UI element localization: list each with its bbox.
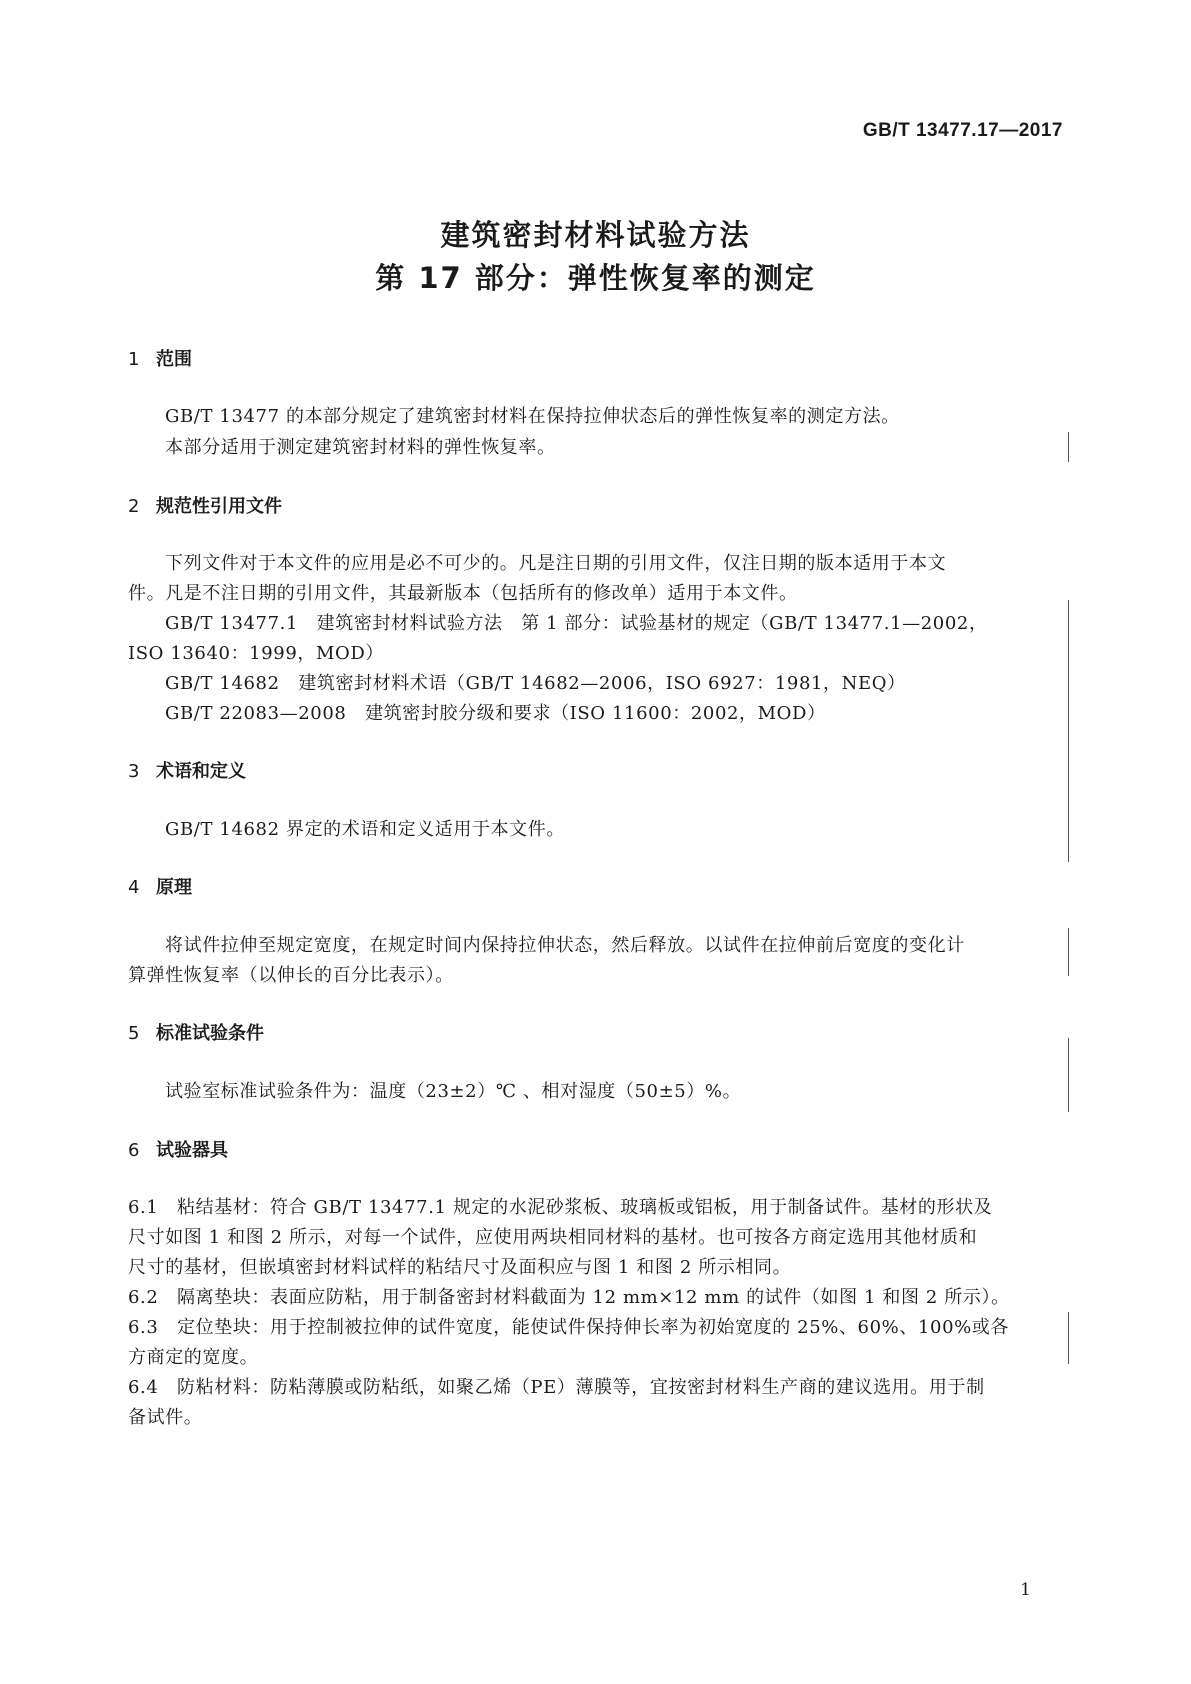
- reference-entry: GB/T 13477.1 建筑密封材料试验方法 第 1 部分：试验基材的规定（GB/T 13477.1—2002，: [165, 613, 988, 634]
- reference-entry: GB/T 22083—2008 建筑密封胶分级和要求（ISO 11600：2002，MOD）: [165, 703, 826, 724]
- section-4-heading: [128, 873, 192, 899]
- section-title: 术语和定义: [156, 761, 246, 782]
- change-bar: [1068, 1312, 1069, 1364]
- paragraph: 将试件拉伸至规定宽度，在规定时间内保持拉伸状态，然后释放。以试件在拉伸前后宽度的变化计: [165, 935, 965, 956]
- section-6-heading: [128, 1136, 228, 1162]
- clause-6-4: 6.4 防粘材料：防粘薄膜或防粘纸，如聚乙烯（PE）薄膜等，宜按密封材料生产商的建议选用。用于制: [128, 1377, 985, 1398]
- page-number: 1: [1020, 1580, 1031, 1600]
- section-number: 4: [128, 877, 140, 898]
- clause-6-3-cont: 方商定的宽度。: [128, 1347, 259, 1368]
- paragraph: GB/T 13477 的本部分规定了建筑密封材料在保持拉伸状态后的弹性恢复率的测定方法。: [165, 406, 900, 427]
- reference-entry: ISO 13640：1999，MOD）: [128, 643, 385, 664]
- standard-code: GB/T 13477.17—2017: [862, 120, 1063, 141]
- section-title: 原理: [156, 877, 192, 898]
- paragraph: 本部分适用于测定建筑密封材料的弹性恢复率。: [165, 437, 556, 458]
- section-number: 2: [128, 496, 140, 517]
- clause-6-2: 6.2 隔离垫块：表面应防粘，用于制备密封材料截面为 12 mm×12 mm 的试件（如图 1 和图 2 所示）。: [128, 1287, 1010, 1308]
- paragraph: 试验室标准试验条件为：温度（23±2）℃ 、相对湿度（50±5）%。: [165, 1081, 742, 1102]
- clause-6-1-cont: 尺寸如图 1 和图 2 所示，对每一个试件，应使用两块相同材料的基材。也可按各方商定选用其他材质和: [128, 1227, 978, 1248]
- section-2-heading: [128, 492, 282, 518]
- paragraph: 下列文件对于本文件的应用是必不可少的。凡是注日期的引用文件，仅注日期的版本适用于本文: [165, 553, 947, 574]
- section-number: 1: [128, 349, 140, 370]
- change-bar: [1068, 600, 1069, 862]
- section-number: 5: [128, 1023, 140, 1044]
- document-title-line1: 建筑密封材料试验方法: [440, 218, 751, 252]
- section-number: 6: [128, 1140, 140, 1161]
- section-title: 试验器具: [156, 1140, 228, 1161]
- section-title: 标准试验条件: [156, 1023, 264, 1044]
- change-bar: [1068, 432, 1069, 462]
- paragraph: GB/T 14682 界定的术语和定义适用于本文件。: [165, 819, 565, 840]
- document-title-line2: 第 17 部分：弹性恢复率的测定: [375, 261, 816, 295]
- section-5-heading: [128, 1019, 264, 1045]
- paragraph: 件。凡是不注日期的引用文件，其最新版本（包括所有的修改单）适用于本文件。: [128, 583, 798, 604]
- section-title: 范围: [156, 349, 192, 370]
- change-bar: [1068, 928, 1069, 976]
- clause-6-4-cont: 备试件。: [128, 1407, 203, 1428]
- reference-entry: GB/T 14682 建筑密封材料术语（GB/T 14682—2006，ISO 6927：1981，NEQ）: [165, 673, 906, 694]
- clause-6-1-cont: 尺寸的基材，但嵌填密封材料试样的粘结尺寸及面积应与图 1 和图 2 所示相同。: [128, 1257, 792, 1278]
- clause-6-1: 6.1 粘结基材：符合 GB/T 13477.1 规定的水泥砂浆板、玻璃板或铝板，用于制备试件。基材的形状及: [128, 1197, 993, 1218]
- section-3-heading: [128, 757, 246, 783]
- clause-6-3: 6.3 定位垫块：用于控制被拉伸的试件宽度，能使试件保持伸长率为初始宽度的 25%、60%、100%或各: [128, 1317, 1010, 1338]
- section-title: 规范性引用文件: [156, 496, 282, 517]
- paragraph: 算弹性恢复率（以伸长的百分比表示）。: [128, 965, 454, 986]
- section-1-heading: [128, 345, 192, 371]
- section-number: 3: [128, 761, 140, 782]
- change-bar: [1068, 1038, 1069, 1112]
